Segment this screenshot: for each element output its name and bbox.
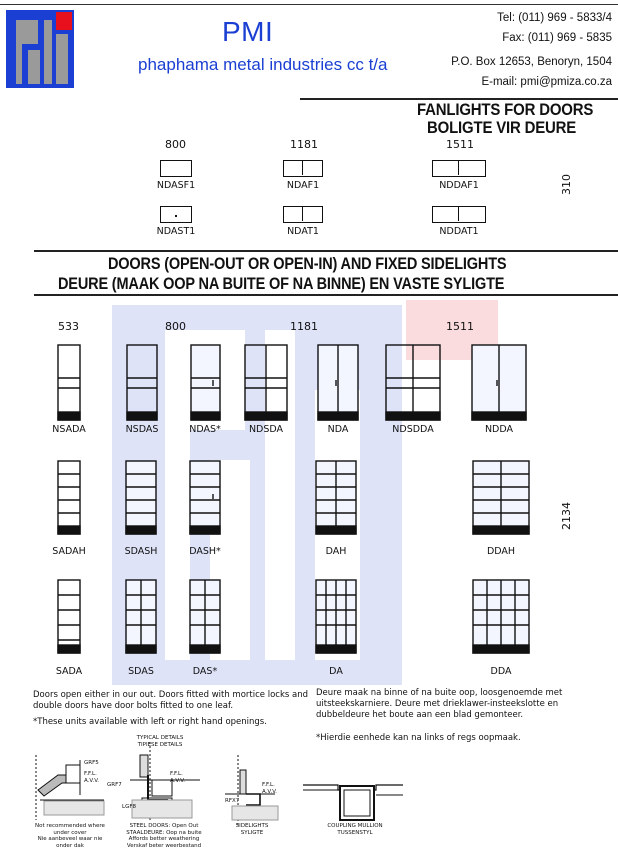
- company-tagline: phaphama metal industries cc t/a: [138, 55, 388, 74]
- code-nddat1: NDDAT1: [439, 226, 479, 237]
- caption-detail-2-l3: Affords better weathering: [128, 836, 200, 842]
- doors-title-en: DOORS (OPEN-OUT OR OPEN-IN) AND FIXED SIDELIGHTS: [108, 255, 507, 273]
- contact-email: E-mail: pmi@pmiza.co.za: [481, 76, 612, 88]
- code-ndasf1: NDASF1: [156, 180, 196, 191]
- caption-detail-1-af: Nie aanbeveel waar nie onder dak: [37, 836, 103, 849]
- label-ffl-2: F.F.L.: [170, 771, 183, 777]
- contact-tel: Tel: (011) 969 - 5833/4: [497, 12, 612, 24]
- fanlights-title-af: BOLIGTE VIR DEURE: [427, 118, 577, 137]
- code-da: DA: [329, 666, 343, 677]
- code-ndat1: NDAT1: [287, 226, 319, 237]
- label-ffl-3: F.F.L.: [262, 782, 275, 788]
- code-nddaf1: NDDAF1: [439, 180, 479, 191]
- code-dah: DAH: [325, 546, 347, 557]
- note-af-2: uitsteekskarniere. Deure met drieklawer-insteekslotte en: [316, 699, 559, 709]
- caption-mullion: [320, 823, 390, 836]
- code-nsdas: NSDAS: [125, 424, 159, 435]
- code-sada: SADA: [55, 666, 83, 677]
- code-sadah: SADAH: [52, 546, 86, 557]
- caption-detail-2-l4: Verskaf beter weerbestand: [126, 842, 202, 849]
- fanlights-title-en: FANLIGHTS FOR DOORS: [417, 100, 594, 119]
- label-lgf8: LGF8: [122, 804, 136, 810]
- typical-details-en: TYPICAL DETAILS: [136, 735, 184, 741]
- caption-detail-2: [124, 823, 204, 849]
- typical-details-label: [115, 735, 205, 748]
- caption-mullion-en: COUPLING MULLION: [327, 823, 383, 829]
- code-ddah: DDAH: [486, 546, 516, 557]
- code-dash: DASH*: [189, 546, 221, 557]
- fanlight-width-1181: 1181: [290, 138, 318, 151]
- fanlight-width-800: 800: [165, 138, 186, 151]
- door-width-800: 800: [165, 320, 186, 333]
- code-sdash: SDASH: [124, 546, 158, 557]
- caption-sidelights-en: SIDELIGHTS: [235, 823, 269, 829]
- typical-details-af: TIPIESE DETAILS: [137, 741, 183, 748]
- code-ndda: NDDA: [484, 424, 514, 435]
- caption-detail-1-en: Not recommended where under cover: [35, 823, 105, 836]
- door-height: 2134: [560, 502, 573, 530]
- fanlight-width-1511: 1511: [446, 138, 474, 151]
- note-af-3: dubbeldeure het boute aan een blad gemonteer.: [316, 710, 524, 720]
- caption-sidelights: [222, 823, 282, 836]
- code-dda: DDA: [490, 666, 512, 677]
- caption-sidelights-af: SYLIGTE: [240, 829, 264, 836]
- label-avv-2: A.V.V.: [170, 778, 186, 784]
- label-avv-3: A.V.V.: [262, 789, 278, 795]
- code-ndsda: NDSDA: [248, 424, 284, 435]
- caption-mullion-af: TUSSENSTYL: [337, 829, 373, 836]
- label-avv-1: A.V.V.: [84, 778, 100, 784]
- caption-detail-2-l2: STAALDEURE: Oop na buite: [126, 829, 202, 836]
- code-ndaf1: NDAF1: [286, 180, 320, 191]
- caption-detail-1: [30, 823, 110, 849]
- code-ndast1: NDAST1: [156, 226, 196, 237]
- note-en-3: *These units available with left or right hand openings.: [33, 717, 267, 727]
- door-width-1511: 1511: [446, 320, 474, 333]
- contact-fax: Fax: (011) 969 - 5835: [502, 32, 612, 44]
- code-ndsdda: NDSDDA: [392, 424, 434, 435]
- company-name: PMI: [222, 16, 274, 47]
- code-ndas: NDAS*: [189, 424, 221, 435]
- fanlight-height: 310: [560, 174, 573, 195]
- note-en-2: double doors have door bolts fitted to one leaf.: [33, 701, 234, 711]
- note-af-4: *Hierdie eenhede kan na links of regs oopmaak.: [316, 733, 521, 743]
- door-width-1181: 1181: [290, 320, 318, 333]
- code-nda: NDA: [327, 424, 349, 435]
- code-das: DAS*: [192, 666, 218, 677]
- door-width-533: 533: [58, 320, 79, 333]
- label-rfx7: RFX7: [225, 798, 240, 804]
- note-en-1: Doors open either in our out. Doors fitted with mortice locks and: [33, 690, 308, 700]
- code-sdas: SDAS: [128, 666, 154, 677]
- label-grf7: GRF7: [107, 782, 122, 788]
- label-grf5: GRF5: [84, 760, 99, 766]
- label-ffl-1: F.F.L.: [84, 771, 97, 777]
- caption-detail-2-l1: STEEL DOORS: Open Out: [129, 823, 199, 829]
- contact-po-box: P.O. Box 12653, Benoryn, 1504: [451, 56, 612, 68]
- doors-title-af: DEURE (MAAK OOP NA BUITE OF NA BINNE) EN VASTE SYLIGTE: [58, 275, 505, 293]
- code-nsada: NSADA: [52, 424, 86, 435]
- note-af-1: Deure maak na binne of na buite oop, loosgenoemde met: [316, 688, 563, 698]
